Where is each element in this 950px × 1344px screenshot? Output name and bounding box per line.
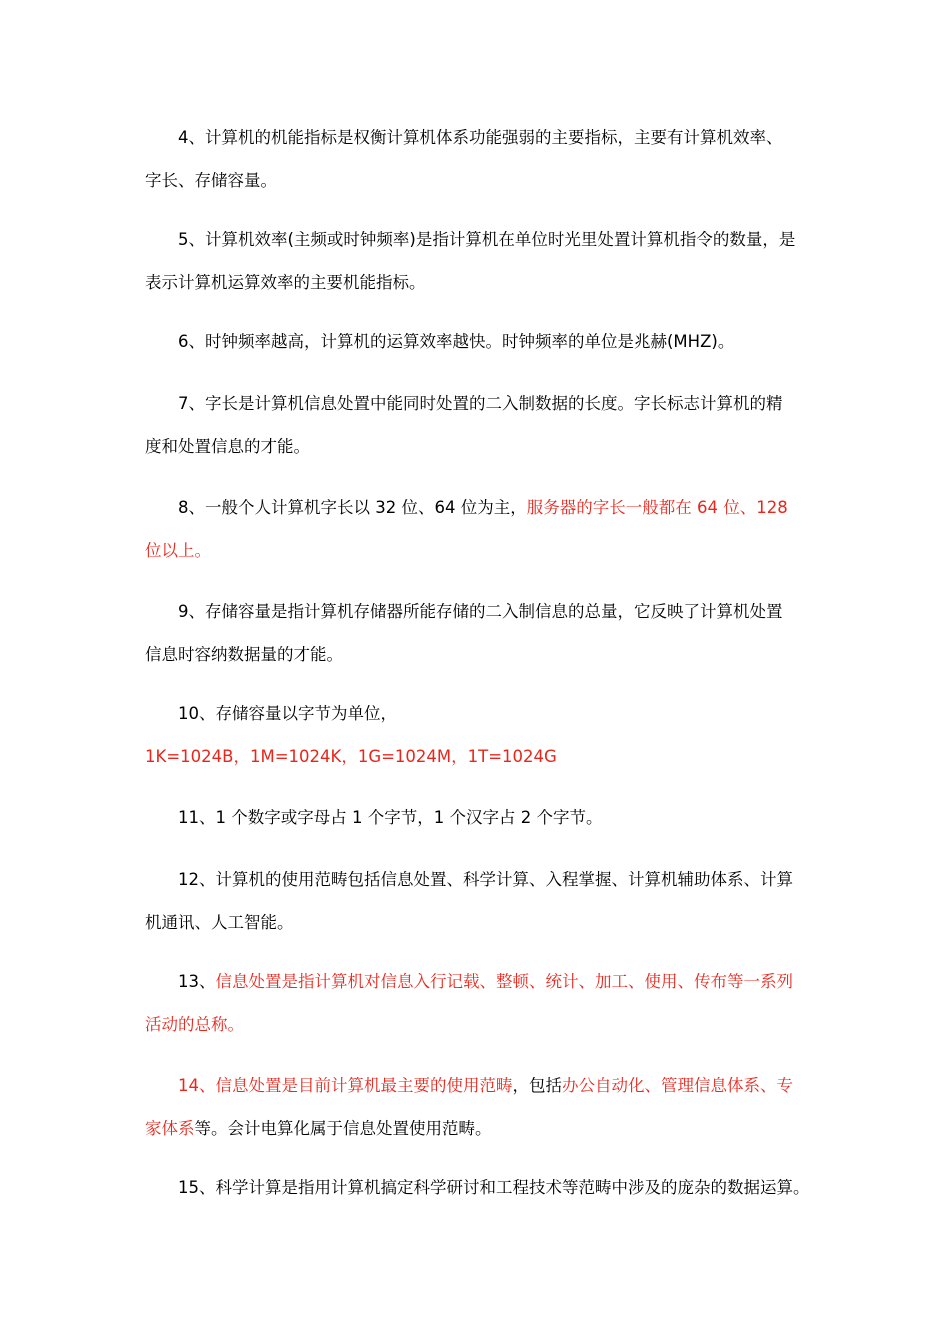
- paragraph-8-text: 8、一般个人计算机字长以 32 位、64 位为主，: [178, 498, 527, 517]
- paragraph-12-line-2: 机通讯、人工智能。: [145, 913, 294, 932]
- paragraph-12-line-1: 12、计算机的使用范畴包括信息处置、科学计算、入程掌握、计算机辅助体系、计算: [178, 870, 793, 889]
- paragraph-5: [145, 218, 825, 304]
- paragraph-14-highlight-1: 14、信息处置是目前计算机最主要的使用范畴: [178, 1076, 513, 1095]
- paragraph-14-line-1: [145, 1064, 825, 1107]
- paragraph-9: [145, 590, 825, 676]
- paragraph-6: [145, 320, 825, 363]
- paragraph-13-highlight: 信息处置是指计算机对信息入行记载、整顿、统计、加工、使用、传布等一系列: [215, 972, 793, 991]
- paragraph-15-line-1: 15、科学计算是指用计算机搞定科学研讨和工程技术等范畴中涉及的庞杂的数据运算。: [178, 1178, 810, 1197]
- paragraph-7-line-1: 7、字长是计算机信息处置中能同时处置的二入制数据的长度。字长标志计算机的精: [178, 394, 783, 413]
- paragraph-4-line-2: 字长、存储容量。: [145, 171, 277, 190]
- paragraph-14-text: ，包括: [512, 1076, 562, 1095]
- paragraph-5-line-1: 5、计算机效率(主频或时钟频率)是指计算机在单位时光里处置计算机指令的数量，是: [178, 230, 796, 249]
- paragraph-14-text-2: 等。会计电算化属于信息处置使用范畴。: [194, 1119, 492, 1138]
- paragraph-11: [145, 796, 825, 839]
- paragraph-8-highlight: 服务器的字长一般都在 64 位、128: [526, 498, 788, 517]
- paragraph-13-number: 13、: [178, 972, 216, 991]
- paragraph-13: [145, 960, 825, 1046]
- paragraph-10-line-1: 10、存储容量以字节为单位，: [178, 704, 397, 723]
- paragraph-14-highlight-2: 办公自动化、管理信息体系、专: [562, 1076, 793, 1095]
- paragraph-15: [145, 1166, 825, 1209]
- paragraph-6-line-1: 6、时钟频率越高，计算机的运算效率越快。时钟频率的单位是兆赫(MHZ)。: [178, 332, 735, 351]
- paragraph-11-line-1: 11、1 个数字或字母占 1 个字节，1 个汉字占 2 个字节。: [178, 808, 603, 827]
- paragraph-13-line-1: [145, 960, 825, 1003]
- paragraph-10-units: 1K=1024B，1M=1024K，1G=1024M，1T=1024G: [145, 747, 557, 766]
- paragraph-8: [145, 486, 825, 572]
- paragraph-13-line-2: 活动的总称。: [145, 1015, 244, 1034]
- paragraph-10: [145, 692, 825, 778]
- paragraph-14-highlight-3: 家体系: [145, 1119, 195, 1138]
- paragraph-9-line-2: 信息时容纳数据量的才能。: [145, 645, 343, 664]
- paragraph-14-line-2: [145, 1107, 825, 1150]
- paragraph-9-line-1: 9、存储容量是指计算机存储器所能存储的二入制信息的总量，它反映了计算机处置: [178, 602, 783, 621]
- paragraph-5-line-2: 表示计算机运算效率的主要机能指标。: [145, 273, 426, 292]
- paragraph-12: [145, 858, 825, 944]
- paragraph-14: [145, 1064, 825, 1150]
- paragraph-8-line-2: 位以上。: [145, 541, 211, 560]
- paragraph-4: [145, 116, 825, 202]
- paragraph-4-line-1: 4、计算机的机能指标是权衡计算机体系功能强弱的主要指标，主要有计算机效率、: [178, 128, 783, 147]
- paragraph-8-line-1: [145, 486, 825, 529]
- paragraph-7: [145, 382, 825, 468]
- paragraph-7-line-2: 度和处置信息的才能。: [145, 437, 310, 456]
